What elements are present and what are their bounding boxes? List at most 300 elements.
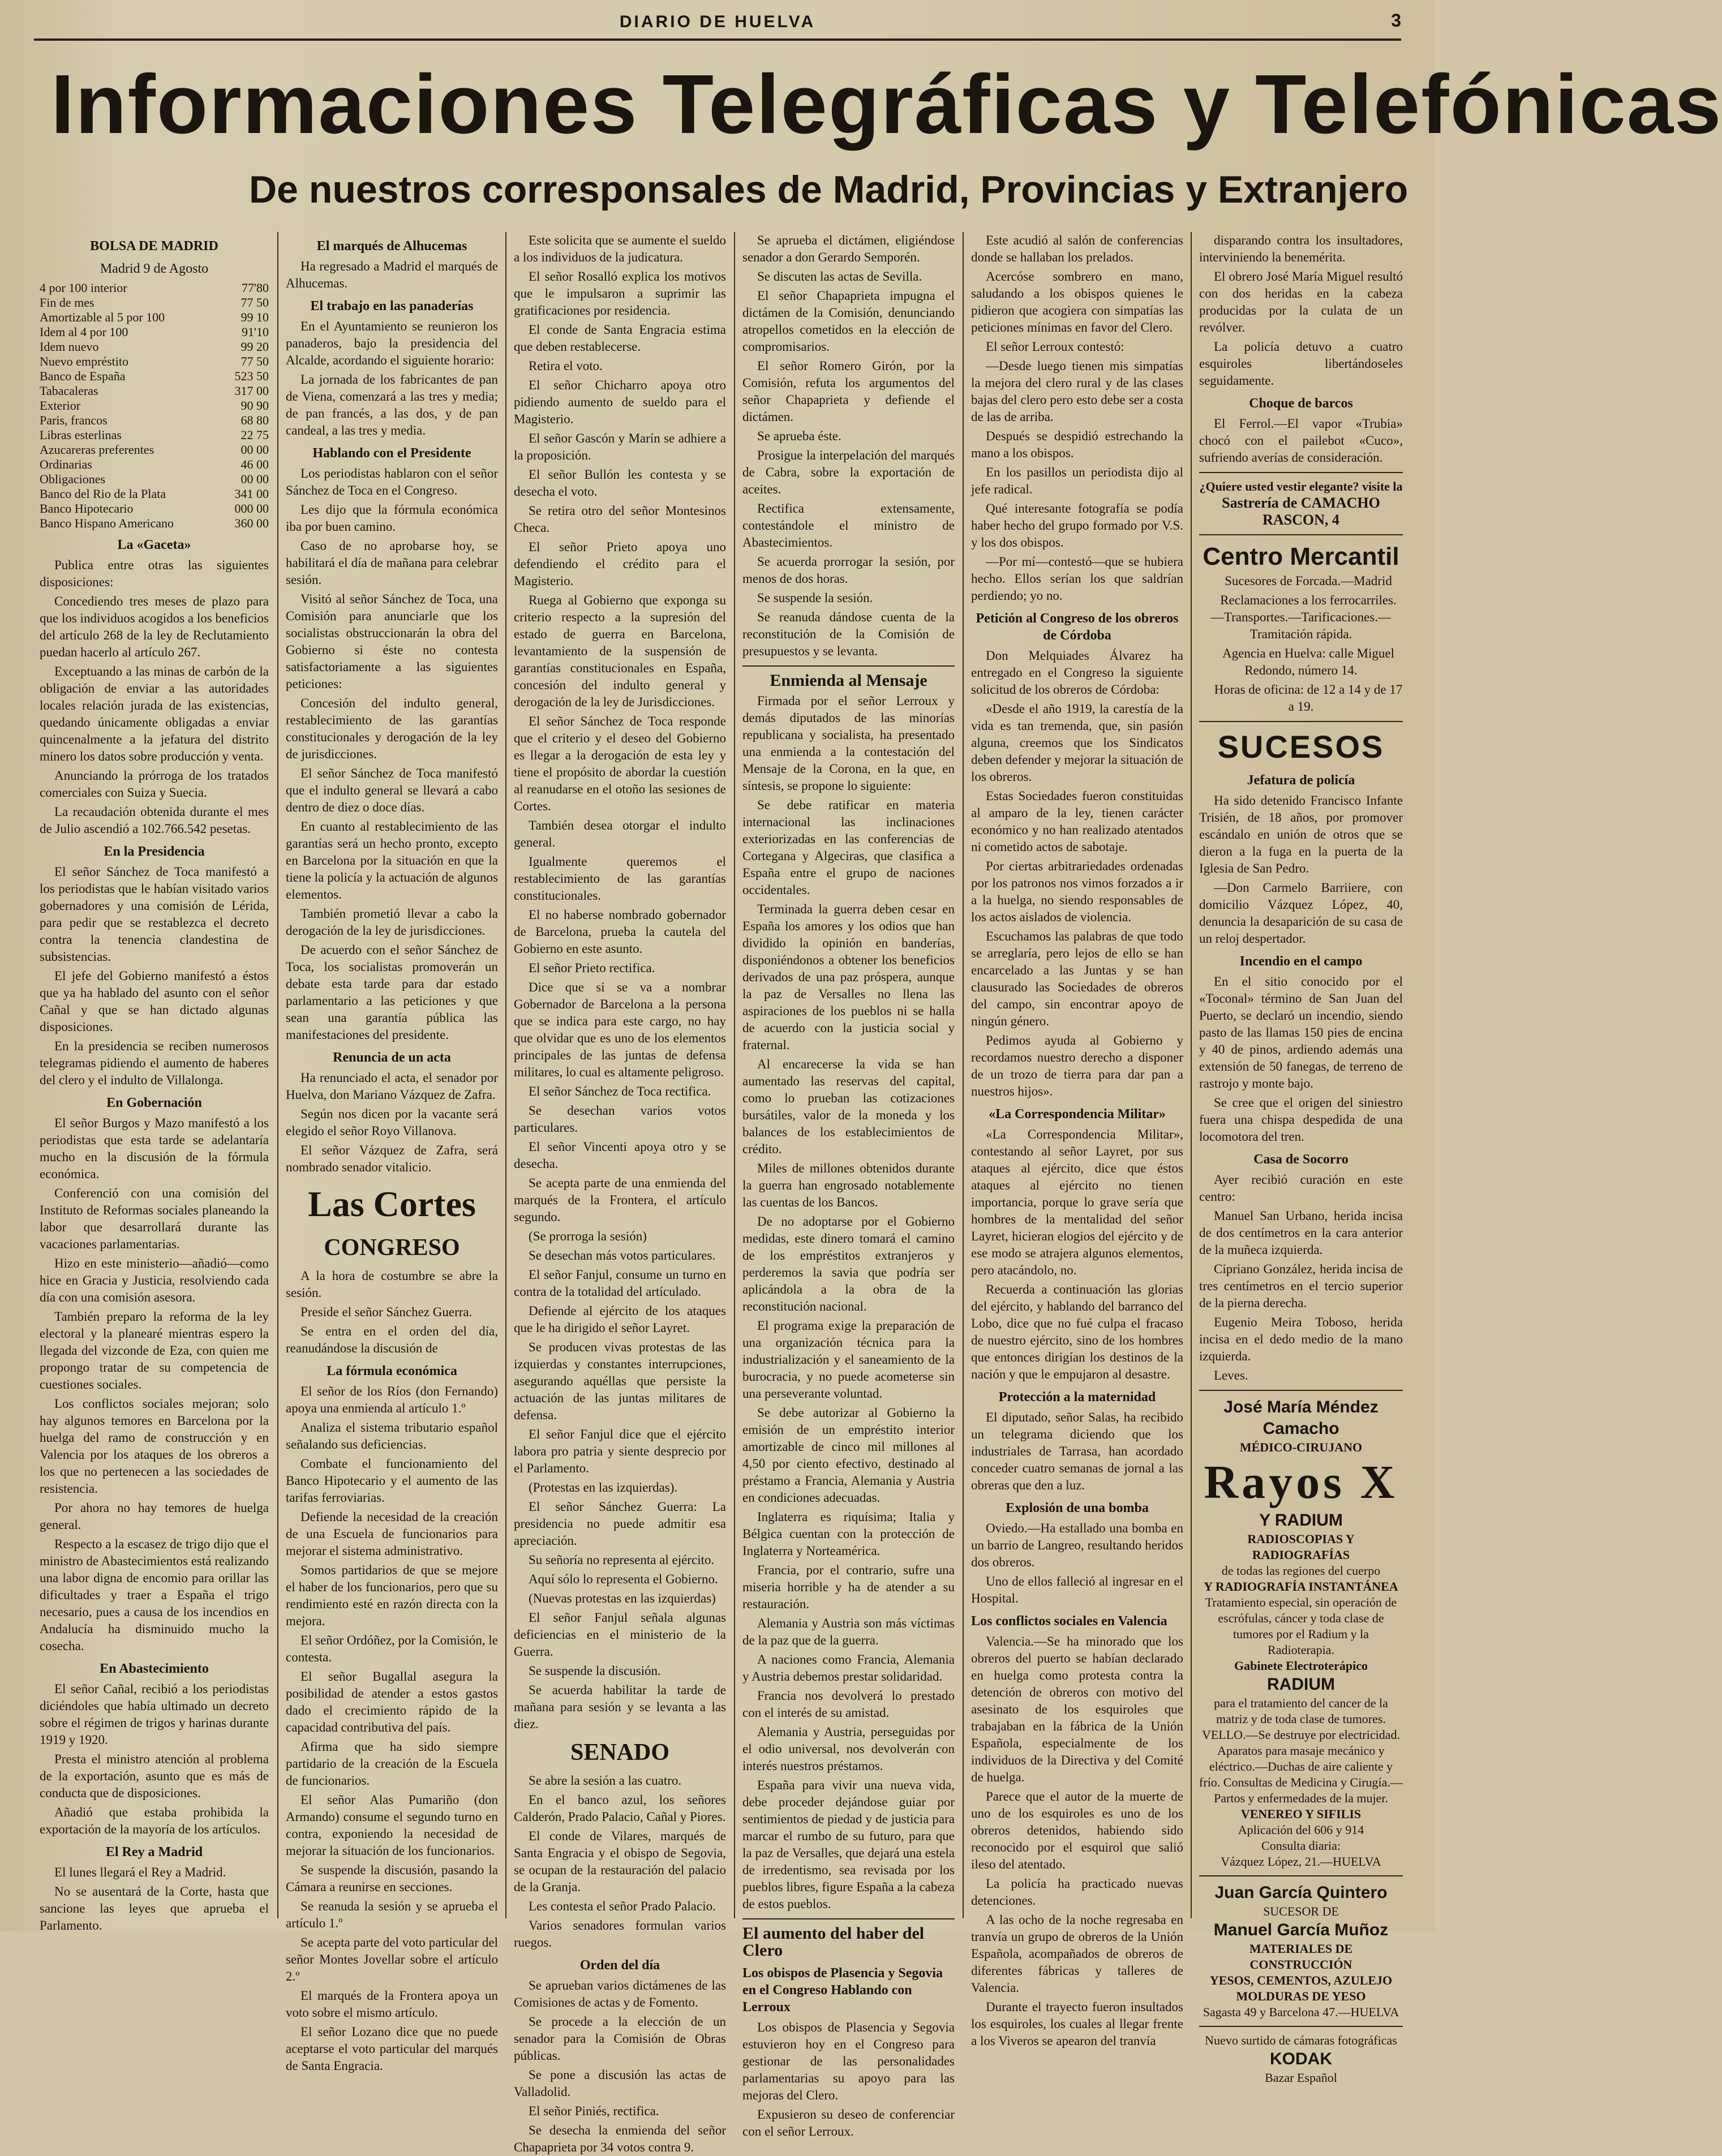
paragraphs	[286, 1070, 498, 1176]
paragraph: Pedimos ayuda al Gobierno y recordamos nuestro derecho a disponer de un trozo de tierra para dar pan a nuestros hijos».	[971, 1033, 1183, 1098]
paragraph: El señor Piniés, rectifica.	[529, 2104, 659, 2118]
paragraph: Los obispos de Plasencia y Segovia estuvieron hoy en el Congreso para gestionar de las personalidades parlamentarias su apoyo para las mejoras del Clero.	[742, 2020, 955, 2102]
paragraphs	[971, 232, 1183, 604]
paragraph: Por ahora no hay temores de huelga general.	[40, 1501, 269, 1532]
paragraph: A naciones como Francia, Alemania y Austria debemos prestar solidaridad.	[742, 1652, 955, 1683]
paragraphs	[286, 1268, 498, 1357]
paragraph: Hizo en este ministerio—añadió—como hice en Gracia y Justicia, resolviendo cada día con una comisión asesora.	[40, 1256, 269, 1304]
paragraph: Expusieron su deseo de conferenciar con el señor Lerroux.	[742, 2107, 955, 2138]
bolsa-label: Banco de España	[40, 369, 126, 383]
bolsa-row	[40, 369, 269, 384]
ad-text: Manuel García Muñoz	[1213, 1921, 1389, 1939]
cortes-heading: Las Cortes	[308, 1184, 476, 1224]
ad-text: MÉDICO-CIRUJANO	[1239, 1440, 1363, 1454]
paragraph: Horas de oficina: de 12 a 14 y de 17 a 19.	[1214, 682, 1403, 714]
paragraph: La jornada de los fabricantes de pan de Viena, comenzará a las tres y media; de pan francés, a las dos, y de pan candeal, a las tres y media.	[286, 372, 498, 437]
paragraph: Se desechan más votos particulares.	[529, 1248, 716, 1262]
paragraph: El señor Sánchez de Toca manifestó a los periodistas que le habían visitado varios gobernadores y una comisión de Lérida, para pedir que se restablezca el decreto contra la tenencia clandestina de subsistencias.	[40, 865, 269, 964]
paragraph: El obrero José María Miguel resultó con dos heridas en la cabeza producidas por la culata de un revólver.	[1199, 269, 1403, 334]
bolsa-row	[40, 443, 269, 457]
paragraph: Presta el ministro atención al problema de la exportación, asunto que es más de conducta que de disposiciones.	[40, 1752, 269, 1800]
ad-text: RASCON, 4	[1262, 512, 1339, 528]
paragraph: Ha renunciado el acta, el senador por Huelva, don Mariano Vázquez de Zafra.	[286, 1071, 498, 1102]
section-title: Los conflictos sociales en Valencia	[971, 1614, 1167, 1629]
paragraph: El señor Rosalló explica los motivos que le impulsaron a suprimir las gratificaciones por residencia.	[514, 269, 726, 317]
paragraph: Se suspende la discusión, pasando la Cámara a reunirse en secciones.	[286, 1863, 498, 1894]
paragraph: Se procede a la elección de un senador para la Comisión de Obras públicas.	[514, 2015, 726, 2063]
paragraph: Ha sido detenido Francisco Infante Trisién, de 18 años, por promover escándalo en unión de otros que se dieron a la fuga en la puerta de la Iglesia de San Pedro.	[1199, 793, 1403, 875]
bolsa-label: Ordinarias	[40, 457, 92, 471]
bolsa-value: 00 00	[241, 443, 269, 457]
paper-name: DIARIO DE HUELVA	[619, 12, 816, 31]
ad-text: para el tratamiento del cancer de la matriz y de toda clase de tumores.	[1214, 1696, 1388, 1726]
bolsa-row	[40, 310, 269, 325]
paragraph: Se acuerda habilitar la tarde de mañana para sesión y se levanta a las diez.	[514, 1683, 726, 1731]
section-title: La fórmula económica	[327, 1364, 457, 1378]
paragraph: El lunes llegará el Rey a Madrid.	[54, 1865, 226, 1879]
paragraph: Se cree que el origen del siniestro fuera una chispa despedida de una locomotora del tren.	[1199, 1096, 1403, 1144]
paragraph: Se aprueba éste.	[757, 429, 841, 443]
section-title: Renuncia de un acta	[333, 1050, 451, 1065]
ad-text: Juan García Quintero	[1214, 1883, 1388, 1902]
paragraph: El señor Chicharro apoya otro pidiendo aumento de sueldo para el Magisterio.	[514, 378, 726, 426]
paragraph: También desea otorgar el indulto general.	[514, 818, 726, 849]
paragraph: Según nos dicen por la vacante será elegido el señor Royo Villanova.	[286, 1107, 498, 1138]
bolsa-row	[40, 472, 269, 487]
divider	[1199, 472, 1403, 473]
paragraph: Añadió que estaba prohibida la exportación de la mayoría de los artículos.	[40, 1805, 269, 1836]
paragraph: Se acepta parte del voto particular del señor Montes Jovellar sobre el artículo 2.º	[286, 1935, 498, 1983]
paragraph: Se aprueban varios dictámenes de las Comisiones de actas y de Fomento.	[514, 1978, 726, 2009]
bolsa-label: Azucareras preferentes	[40, 443, 154, 457]
paragraph: Se desechan varios votos particulares.	[514, 1103, 726, 1135]
column-3	[514, 232, 726, 2154]
paragraph: Se entra en el orden del día, reanudándose la discusión de	[286, 1324, 498, 1355]
paragraph: Este solicita que se aumente el sueldo a los individuos de la judicatura.	[514, 233, 726, 264]
section-title: Incendio en el campo	[1239, 954, 1363, 969]
paragraphs	[1199, 792, 1403, 947]
paragraph: (Se prorroga la sesión)	[529, 1229, 647, 1243]
paragraph: Se desecha la enmienda del señor Chapaprieta por 34 votos contra 9.	[514, 2123, 726, 2154]
paragraph: El jefe del Gobierno manifestó a éstos que ya ha hablado del asunto con el señor Cañal y que se han dictado algunas disposiciones.	[40, 969, 269, 1034]
bolsa-row	[40, 413, 269, 428]
paragraph: Visitó al señor Sánchez de Toca, una Comisión para anunciarle que los socialistas obstruccionarán la obra del Gobierno si éste no contesta satisfactoriamente a las siguientes peticiones:	[286, 592, 498, 691]
paragraph: Se discuten las actas de Sevilla.	[757, 269, 922, 284]
ad-text: ¿Quiere usted vestir elegante? visite la	[1199, 479, 1403, 493]
sucesos-heading	[1199, 728, 1403, 766]
paragraph: El diputado, señor Salas, ha recibido un telegrama diciendo que los industriales de Tarrasa, han acordado conceder cuatro semanas de jornal a las obreras que den a luz.	[971, 1410, 1183, 1492]
column-rule	[734, 232, 735, 1918]
paragraph: En los pasillos un periodista dijo al jefe radical.	[971, 465, 1183, 496]
column-rule	[277, 232, 278, 1918]
bolsa-value: 523 50	[234, 369, 269, 383]
ad-text: José María Méndez Camacho	[1223, 1398, 1379, 1438]
paragraph: Respecto a la escasez de trigo dijo que el ministro de Abastecimientos está realizando una labor digna de encomio para orillar las dificultades y traer a España el trigo necesario, pues a causa de los incendios en Andalucía ha disminuido mucho la cosecha.	[40, 1537, 269, 1653]
section-title: Jefatura de policía	[1247, 773, 1355, 788]
paragraph: Dice que si se va a nombrar Gobernador de Barcelona a la persona que se indica para este cargo, no hay que olvidar que es uno de los elementos principales de las juntas de defensa militares, lo cual es altamente peligroso.	[514, 980, 726, 1079]
bolsa-row	[40, 384, 269, 398]
bolsa-label: Paris, francos	[40, 413, 108, 427]
paragraph: Les contesta el señor Prado Palacio.	[529, 1899, 716, 1913]
column-4	[742, 232, 955, 2138]
paragraph: Exceptuando a las minas de carbón de la obligación de enviar a las autoridades locales relación jurada de las existencias, quedando únicamente obligadas a enviar quincenalmente a la jefatura del distrito minero los datos sobre producción y venta.	[40, 664, 269, 763]
paragraph: Agencia en Huelva: calle Miguel Redondo, número 14.	[1222, 646, 1394, 677]
column-rule	[1191, 232, 1192, 1918]
paragraph: El señor Alas Pumariño (don Armando) consume el segundo turno en contra, exponiendo la necesidad de mejorar la situación de los funcionarios.	[286, 1793, 498, 1858]
paragraphs	[286, 1383, 498, 2075]
column-1	[40, 232, 269, 1932]
paragraph: Se acuerda prorrogar la sesión, por menos de dos horas.	[742, 555, 955, 586]
paragraph: En el sitio conocido por el «Toconal» término de San Juan del Puerto, se declaró un incendio, siendo pasto de las llamas 150 pies de encina y 40 de pinos, ardiendo además una extensión de 50 fanegas, de terreno de rastrojo y monte bajo.	[1199, 974, 1403, 1090]
paragraph: Durante el trayecto fueron insultados los esquiroles, los cuales al llegar frente a los Viveros se apearon del tranvía	[971, 2000, 1183, 2048]
paragraph: El Ferrol.—El vapor «Trubia» chocó con el pailebot «Cuco», sufriendo averías de consideración.	[1199, 416, 1403, 465]
ad-title: Centro Mercantil	[1203, 543, 1399, 570]
paragraphs	[742, 693, 955, 1913]
ad-sastreria	[1199, 479, 1403, 529]
paragraph: Se reanuda la sesión y se aprueba el artículo 1.º	[286, 1899, 498, 1930]
page-number: 3	[1391, 10, 1401, 31]
paragraph: El señor Chapaprieta impugna el dictámen de la Comisión, denunciando atropellos cometidos en la elección de compromisarios.	[742, 289, 955, 354]
divider	[1199, 534, 1403, 535]
divider	[1199, 1390, 1403, 1391]
paragraph: —Por mí—contestó—que se hubiera hecho. Ellos serían los que saldrían perdiendo; yo no.	[971, 555, 1183, 603]
paragraph: Concediendo tres meses de plazo para que los individuos acogidos a los beneficios del artículo 268 de la ley de Reclutamiento puedan hacerlo al artículo 267.	[40, 594, 269, 659]
paragraph: El señor Bullón les contesta y se desecha el voto.	[514, 467, 726, 499]
paragraphs	[971, 1126, 1183, 1383]
paragraph: El señor Prieto apoya uno defendiendo el crédito para el Magisterio.	[514, 540, 726, 588]
bolsa-value: 99 10	[241, 310, 269, 324]
section-title: Petición al Congreso de los obreros de Córdoba	[976, 611, 1179, 643]
congreso-heading: CONGRESO	[324, 1235, 460, 1261]
ad-text: de todas las regiones del cuerpo	[1221, 1564, 1381, 1578]
paragraphs	[971, 1520, 1183, 1607]
ad-text: YESOS, CEMENTOS, AZULEJO	[1209, 1973, 1393, 1987]
paragraph: Anunciando la prórroga de los tratados comerciales con Suiza y Suecia.	[40, 768, 269, 800]
paragraph: Se retira otro del señor Montesinos Checa.	[514, 504, 726, 535]
bolsa-value: 77'80	[242, 281, 269, 295]
section-title: En Gobernación	[106, 1096, 202, 1110]
paragraph: A las ocho de la noche regresaba en tranvía un grupo de obreros de la Unión Española, acompañados de obreros de diferentes fábricas y talleres de Valencia.	[971, 1913, 1183, 1995]
ad-text: Gabinete Electroterápico	[1234, 1659, 1368, 1673]
paragraphs	[971, 1409, 1183, 1494]
paragraph: El señor Sánchez de Toca rectifica.	[529, 1084, 711, 1098]
paragraph: El señor Vázquez de Zafra, será nombrado senador vitalicio.	[286, 1143, 498, 1174]
divider	[1199, 721, 1403, 722]
paragraph: El conde de Vilares, marqués de Santa Engracia y el obispo de Segovia, se ocupan de la restauración del palacio de la Granja.	[514, 1829, 726, 1894]
column-rule	[505, 232, 506, 1918]
ad-mercantil	[1199, 541, 1403, 715]
column-rule	[963, 232, 964, 1918]
bolsa-label: Idem al 4 por 100	[40, 325, 128, 339]
paragraph: Firmada por el señor Lerroux y demás diputados de las minorías republicana y socialista, ha presentado una enmienda a la contestación del Mensaje de la Corona, en la que, en síntesis, se propone lo siguiente:	[742, 694, 955, 793]
bolsa-row	[40, 516, 269, 531]
paragraph: Después se despidió estrechando la mano a los obispos.	[971, 429, 1183, 460]
paragraph: Se suspende la discusión.	[529, 1664, 661, 1678]
divider	[742, 665, 955, 667]
paragraph: Defiende al ejército de los ataques que le ha dirigido el señor Layret.	[514, 1304, 726, 1335]
paragraph: Don Melquiades Álvarez ha entregado en el Congreso la siguiente solicitud de los obreros de Córdoba:	[971, 648, 1183, 697]
bolsa-label: Exterior	[40, 398, 81, 413]
paragraph: Prosigue la interpelación del marqués de Cabra, sobre la exportación de aceites.	[742, 448, 955, 496]
bolsa-date: Madrid 9 de Agosto	[100, 261, 209, 276]
paragraph: Analiza el sistema tributario español señalando sus deficiencias.	[286, 1420, 498, 1451]
paragraph: En cuanto al restablecimiento de las garantías será un hecho pronto, excepto en Barcelona por la situación en que la tiene la policía y la actuación de algunos elementos.	[286, 819, 498, 901]
paragraph: Terminada la guerra deben cesar en España los amores y los odios que han dividido la opinión en banderías, disponiéndonos a obtener los beneficios derivados de una paz próspera, aunque la paz de Versalles no llena las aspiraciones de los pueblos ni se halla de acuerdo con la justicia social y fraternal.	[742, 902, 955, 1052]
paragraph: El programa exige la preparación de una organización técnica para la industrialización y el saneamiento de la burocracia, y no puede acometerse sin una perseverante voluntad.	[742, 1318, 955, 1401]
bolsa-label: 4 por 100 interior	[40, 281, 127, 295]
paragraphs	[40, 557, 269, 838]
ad-text: Sagasta 49 y Barcelona 47.—HUELVA	[1203, 2005, 1399, 2019]
paragraph: Se debe autorizar al Gobierno la emisión de un empréstito interior amortizable de cinco mil millones al 4,50 por ciento efectivo, destinado al préstamo a Francia, Alemania y Austria en condiciones adecuadas.	[742, 1406, 955, 1505]
paragraph: Aquí sólo lo representa el Gobierno.	[529, 1572, 718, 1586]
paragraph: Defiende la necesidad de la creación de una Escuela de funcionarios para mejorar el sistema administrativo.	[286, 1510, 498, 1558]
paragraph: Preside el señor Sánchez Guerra.	[300, 1305, 473, 1319]
ad-text: SUCESOR DE	[1263, 1904, 1339, 1918]
paragraph: El señor Lerroux contestó:	[986, 340, 1124, 354]
bolsa-row	[40, 428, 269, 443]
paragraph: Al encarecerse la vida se han aumentado las reservas del capital, como lo prueban las cotizaciones bursátiles, valor de la moneda y los balances de los establecimientos de crédito.	[742, 1057, 955, 1156]
paragraphs	[514, 1977, 726, 2156]
section-title: Explosión de una bomba	[1006, 1501, 1149, 1515]
paragraph: Caso de no aprobarse hoy, se habilitará el día de mañana para celebrar sesión.	[286, 539, 498, 587]
section-title: La «Gaceta»	[117, 538, 191, 552]
section-title: Casa de Socorro	[1253, 1152, 1349, 1167]
paragraphs	[514, 1772, 726, 1951]
paragraphs	[1199, 973, 1403, 1145]
section-title: En Abastecimiento	[100, 1661, 209, 1676]
paragraph: Uno de ellos falleció al ingresar en el Hospital.	[971, 1574, 1183, 1605]
ad-text: RADIOSCOPIAS Y RADIOGRAFÍAS	[1247, 1532, 1355, 1562]
ad-text: RADIUM	[1267, 1675, 1335, 1694]
paragraph: El señor Burgos y Mazo manifestó a los periodistas que esta tarde se adelantaría mucho en la discusión de la fórmula económica.	[40, 1116, 269, 1181]
paragraph: En el banco azul, los señores Calderón, Prado Palacio, Cañal y Piores.	[514, 1793, 726, 1824]
bolsa-label: Banco del Rio de la Plata	[40, 487, 166, 501]
section-title: El Rey a Madrid	[105, 1845, 203, 1859]
bolsa-value: 77 50	[241, 354, 269, 368]
paragraph: El marqués de la Frontera apoya un voto sobre el mismo artículo.	[286, 1988, 498, 2020]
paragraph: (Nuevas protestas en las izquierdas)	[529, 1591, 716, 1605]
paragraph: —Desde luego tienen mis simpatías la mejora del clero rural y de las clases bajas del clero pero esto debe ser a costa de las de arriba.	[971, 359, 1183, 424]
bolsa-label: Nuevo empréstito	[40, 354, 129, 368]
section-title: El marqués de Alhucemas	[316, 239, 467, 254]
ad-quintero	[1199, 1882, 1403, 2020]
paragraph: Concesión del indulto general, restablecimiento de las garantías constitucionales y derogación de la ley de jurisdicciones.	[286, 696, 498, 761]
divider	[742, 1918, 955, 1919]
paragraph: El no haberse nombrado gobernador de Barcelona, prueba la cautela del Gobierno en este asunto.	[514, 908, 726, 956]
paragraph: Igualmente queremos el restablecimiento de las garantías constitucionales.	[514, 854, 726, 903]
paragraphs	[1199, 232, 1403, 389]
column-5	[971, 232, 1183, 2048]
senado-heading: SENADO	[570, 1740, 670, 1766]
bolsa-label: Libras esterlinas	[40, 428, 122, 442]
ad-text: VELLO.—Se destruye por electricidad. Aparatos para masaje mecánico y eléctrico.—Duchas de aire caliente y frío. Consultas de Medicina y Cirugía.—Partos y enfermedades de la mujer.	[1199, 1728, 1403, 1805]
bolsa-value: 68 80	[241, 413, 269, 427]
bolsa-label: Banco Hipotecario	[40, 501, 134, 516]
paragraphs	[1199, 1171, 1403, 1384]
paragraph: Los periodistas hablaron con el señor Sánchez de Toca en el Congreso.	[286, 466, 498, 497]
ad-text: Consulta diaria:	[1261, 1839, 1341, 1853]
paragraph: El señor Lozano dice que no puede aceptarse el voto particular del marqués de Santa Engracia.	[286, 2025, 498, 2073]
paragraph: «Desde el año 1919, la carestía de la vida es tan tremenda, que, sin pasión alguna, creemos que los Sindicatos deben defender y mejorar la situación de los obreros.	[971, 702, 1183, 784]
paragraph: El señor Fanjul dice que el ejército labora pro patria y siente desprecio por el Parlamento.	[514, 1427, 726, 1475]
paragraph: Reclamaciones a los ferrocarriles.—Transportes.—Tarificaciones.—Tramitación rápida.	[1210, 593, 1397, 641]
paragraph: Les dijo que la fórmula económica iba por buen camino.	[286, 503, 498, 534]
paragraph: Conferenció con una comisión del Instituto de Reformas sociales planeando la labor que desarrollará durante las vacaciones parlamentarias.	[40, 1186, 269, 1251]
ad-text: MATERIALES DE CONSTRUCCIÓN	[1249, 1942, 1353, 1972]
paragraph: Rectifica extensamente, contestándole el ministro de Abastecimientos.	[742, 501, 955, 549]
paragraph: En el Ayuntamiento se reunieron los panaderos, bajo la presidencia del Alcalde, acordando el siguiente horario:	[286, 319, 498, 367]
column-6	[1199, 232, 1403, 2085]
ad-text: Vázquez López, 21.—HUELVA	[1221, 1854, 1381, 1869]
paragraph: El señor de los Ríos (don Fernando) apoya una enmienda al artículo 1.º	[286, 1384, 498, 1415]
paragraph: Retira el voto.	[529, 359, 603, 373]
paragraph: De no adoptarse por el Gobierno medidas, este dinero tomará el camino de los empréstitos extranjeros y perderemos la savia que podría ser aplicándola a la obra de la reconstitución nacional.	[742, 1214, 955, 1313]
paragraph: El señor Sánchez de Toca responde que el criterio y el deseo del Gobierno es llegar a la derogación de esta ley y tiene el propósito de abordar la cuestión al reanudarse en el otoño las sesiones de Cortes.	[514, 714, 726, 813]
section-title: En la Presidencia	[104, 844, 205, 859]
bolsa-value: 00 00	[241, 472, 269, 486]
paragraph: Los conflictos sociales mejoran; solo hay algunos temores en Barcelona por la huelga del ramo de construcción y en Valencia por los ataques de los obreros a los que no pertenecen a las sociedades de resistencia.	[40, 1397, 269, 1496]
ad-text: MOLDURAS DE YESO	[1236, 1989, 1366, 2003]
paragraph: También prometió llevar a cabo la derogación de la ley de jurisdicciones.	[286, 907, 498, 938]
paragraphs	[286, 318, 498, 439]
paragraphs	[1199, 573, 1403, 715]
ad-text: Rayos X	[1204, 1456, 1398, 1509]
bolsa-row	[40, 295, 269, 310]
paragraph: El señor Vincenti apoya otro y se desecha.	[514, 1140, 726, 1171]
bolsa-row	[40, 487, 269, 501]
paragraph: Se producen vivas protestas de las izquierdas y constantes interrupciones, asegurando aquéllas que persiste la actuación de las juntas militares de defensa.	[514, 1340, 726, 1422]
paragraphs	[286, 465, 498, 1043]
bolsa-value: 91'10	[242, 325, 269, 339]
ad-text: Tratamiento especial, sin operación de escrófulas, cáncer y toda clase de tumores por el Radium y la Radioterapia.	[1205, 1595, 1397, 1657]
paragraph: España para vivir una nueva vida, debe proceder dejándose guiar por sentimientos de piedad y de justicia para marcar el rumbo de su futuro, para que la paz de Versalles, que dejará una estela de irredentismo, sea revisada por los pueblos libres, figure España a la cabeza de estos pueblos.	[742, 1778, 955, 1911]
ad-text: Bazar Español	[1265, 2071, 1337, 2085]
bolsa-title: BOLSA DE MADRID	[90, 239, 218, 254]
paragraph: Se debe ratificar en materia internacional las inclinaciones exteriorizadas en las conferencias de Cortegana y Algeciras, que clasifica a España entre el grupo de naciones occidentales.	[742, 798, 955, 897]
paragraphs	[40, 864, 269, 1089]
paragraph: El señor Fanjul, consume un turno en contra de la totalidad del artículado.	[514, 1268, 726, 1299]
paragraph: Qué interesante fotografía se podía haber hecho del grupo formado por V.S. y los dos obispos.	[971, 501, 1183, 549]
section-title: Hablando con el Presidente	[312, 446, 471, 461]
paragraph: Sucesores de Forcada.—Madrid	[1225, 574, 1392, 588]
paragraph: Ruega al Gobierno que exponga su criterio respecto a la supresión del estado de guerra en Barcelona, levantamiento de la suspensión de garantías constitucionales en España, concesión del indulto general y derogación de la ley de Jurisdicciones.	[514, 593, 726, 709]
divider	[1199, 2026, 1403, 2027]
bolsa-value: 77 50	[241, 295, 269, 310]
paragraph: Se acepta parte de una enmienda del marqués de la Frontera, el artículo segundo.	[514, 1176, 726, 1224]
paragraph: disparando contra los insultadores, interviniendo la benemérita.	[1199, 233, 1403, 264]
paragraph: —Don Carmelo Barriiere, con domicilio Vázquez López, 40, denuncia la desaparición de su casa de un reloj despertador.	[1199, 881, 1403, 946]
paragraph: Alemania y Austria, perseguidas por el odio universal, nos devolverán con interés nuestros préstamos.	[742, 1725, 955, 1773]
paragraph: El señor Cañal, recibió a los periodistas diciéndoles que había ultimado un decreto sobre el régimen de trigos y harinas durante 1919 y 1920.	[40, 1682, 269, 1747]
paragraph: A la hora de costumbre se abre la sesión.	[286, 1269, 498, 1300]
ad-text: KODAK	[1270, 2050, 1332, 2068]
bolsa-label: Fin de mes	[40, 295, 95, 310]
bolsa-label: Tabacaleras	[40, 384, 98, 398]
paragraphs	[40, 1115, 269, 1655]
paragraph: (Protestas en las izquierdas).	[529, 1480, 678, 1494]
paragraph: Leves.	[1214, 1368, 1248, 1382]
paragraph: Parece que el autor de la muerte de uno de los esquiroles es uno de los obreros detenidos, habiendo sido reconocido por el esquirol que salió ileso del atentado.	[971, 1789, 1183, 1871]
paragraph: Se aprueba el dictámen, eligiéndose senador a don Gerardo Semporén.	[742, 233, 955, 264]
paragraph: El señor Bugallal asegura la posibilidad de atender a estos gastos dado el crecimiento rápido de la capacidad contributiva del país.	[286, 1669, 498, 1734]
bolsa-row	[40, 281, 269, 295]
paragraph: De acuerdo con el señor Sánchez de Toca, los socialistas promoverán un debate esta tarde para dar estado parlamentario a las peticiones y que sean una garantía pública las manifestaciones del presidente.	[286, 943, 498, 1042]
paragraph: Oviedo.—Ha estallado una bomba en un barrio de Langreo, resultando heridos dos obreros.	[971, 1521, 1183, 1569]
paragraph: Acercóse sombrero en mano, saludando a los obispos quienes le pidieron que acogiera con simpatías las peticiones mínimas en favor del Clero.	[971, 269, 1183, 334]
paragraph: Por ciertas arbitrariedades ordenadas por los patronos nos vimos forzados a ir a la huelga, no siendo responsables de los actos aislados de violencia.	[971, 859, 1183, 924]
paragraph: Se suspende la sesión.	[757, 591, 873, 605]
top-banner	[34, 5, 1401, 41]
subheadline: De nuestros corresponsales de Madrid, Provincias y Extranjero	[249, 168, 1408, 211]
paragraph: La policía ha practicado nuevas detenciones.	[971, 1876, 1183, 1908]
paragraph: El señor Ordóñez, por la Comisión, le contesta.	[286, 1633, 498, 1664]
ad-medico	[1199, 1397, 1403, 1870]
paragraph: Estas Sociedades fueron constituidas al amparo de la ley, tienen carácter económico y no han realizado atentados ni cometido actos de sabotaje.	[971, 789, 1183, 854]
bolsa-value: 46 00	[241, 457, 269, 471]
bolsa-row	[40, 354, 269, 369]
bolsa-value: 99 20	[241, 340, 269, 354]
paragraph: Valencia.—Se ha minorado que los obreros del puerto se habían declarado en huelga como protesta contra la detención de obreros con motivo del asesinato de los esquiroles que trabajaban en la fábrica de la Unión Española, especialmente de los individuos de la Directiva y del Comité de huelga.	[971, 1634, 1183, 1784]
bolsa-value: 90 90	[241, 398, 269, 413]
bolsa-label: Obligaciones	[40, 472, 106, 486]
paragraph: Recuerda a continuación las glorias del ejército, y hablando del barranco del Lobo, dice que no fué culpa el fracaso de nuestro ejército, sino de los hombres que entonces dirigían los destinos de la nación y que le empujaron al desastre.	[971, 1282, 1183, 1381]
sucesos-title: SUCESOS	[1217, 729, 1385, 765]
paragraph: Se abre la sesión a las cuatro.	[529, 1773, 682, 1788]
paragraphs	[40, 1681, 269, 1838]
divider	[1199, 1875, 1403, 1876]
paragraphs	[40, 1864, 269, 1934]
paragraph: El conde de Santa Engracia estima que deben restablecerse.	[514, 323, 726, 354]
paragraphs	[971, 1633, 1183, 2050]
paragraph: Su señoría no representa al ejército.	[529, 1553, 715, 1567]
bolsa-label: Idem nuevo	[40, 340, 99, 354]
bolsa-row	[40, 457, 269, 472]
paragraph: Ha regresado a Madrid el marqués de Alhucemas.	[286, 259, 498, 290]
bolsa-label: Amortizable al 5 por 100	[40, 310, 165, 324]
ad-text: Y RADIUM	[1259, 1511, 1343, 1530]
paragraph: Este acudió al salón de conferencias donde se hallaban los prelados.	[971, 233, 1183, 264]
bolsa-label: Banco Hispano Americano	[40, 516, 174, 530]
paragraphs	[286, 258, 498, 292]
bolsa-row	[40, 501, 269, 516]
paragraph: El señor Sánchez de Toca manifestó que el indulto general se llevará a cabo dentro de diez o doce días.	[286, 766, 498, 814]
bolsa-value: 000 00	[234, 501, 269, 516]
paragraph: Combate el funcionamiento del Banco Hipotecario y el aumento de las tarifas ferroviarias.	[286, 1457, 498, 1505]
paragraph: Francia, por el contrario, sufre una miseria horrible y ha de atender a su restauración.	[742, 1563, 955, 1611]
section-title: El trabajo en las panaderías	[310, 299, 474, 313]
paragraph: El señor Sánchez Guerra: La presidencia no puede admitir esa apreciación.	[514, 1500, 726, 1548]
paragraph: El señor Prieto rectifica.	[529, 961, 655, 975]
bolsa-row	[40, 398, 269, 413]
paragraph: El señor Gascón y Marín se adhiere a la proposición.	[514, 431, 726, 462]
paragraphs	[742, 232, 955, 660]
section-title: El aumento del haber del Clero	[742, 1924, 925, 1960]
paragraph: El señor Fanjul señala algunas deficiencias en el ministerio de la Guerra.	[514, 1610, 726, 1659]
paragraph: Somos partidarios de que se mejore el haber de los funcionarios, pero que su rendimiento esté en razón directa con la mejora.	[286, 1563, 498, 1628]
paragraph: Inglaterra es riquísima; Italia y Bélgica cuentan con la protección de Inglaterra y Norteamérica.	[742, 1510, 955, 1558]
ad-text: Sastrería de CAMACHO	[1222, 495, 1380, 511]
paragraph: La recaudación obtenida durante el mes de Julio ascendió a 102.766.542 pesetas.	[40, 805, 269, 836]
section-subtitle: Los obispos de Plasencia y Segovia en el Congreso Hablando con Lerroux	[742, 1966, 943, 2015]
paragraph: Alemania y Austria son más víctimas de la paz que de la guerra.	[742, 1616, 955, 1647]
paragraphs	[1199, 415, 1403, 466]
paragraph: Ayer recibió curación en este centro:	[1199, 1173, 1403, 1204]
paragraph: Manuel San Urbano, herida incisa de dos centímetros en la cara anterior de la muñeca izquierda.	[1199, 1209, 1403, 1257]
bolsa-row	[40, 340, 269, 354]
ad-text: Aplicación del 606 y 914	[1238, 1823, 1364, 1837]
headline: Informaciones Telegráficas y Telefónicas	[51, 58, 1722, 151]
section-title: Choque de barcos	[1249, 396, 1353, 411]
